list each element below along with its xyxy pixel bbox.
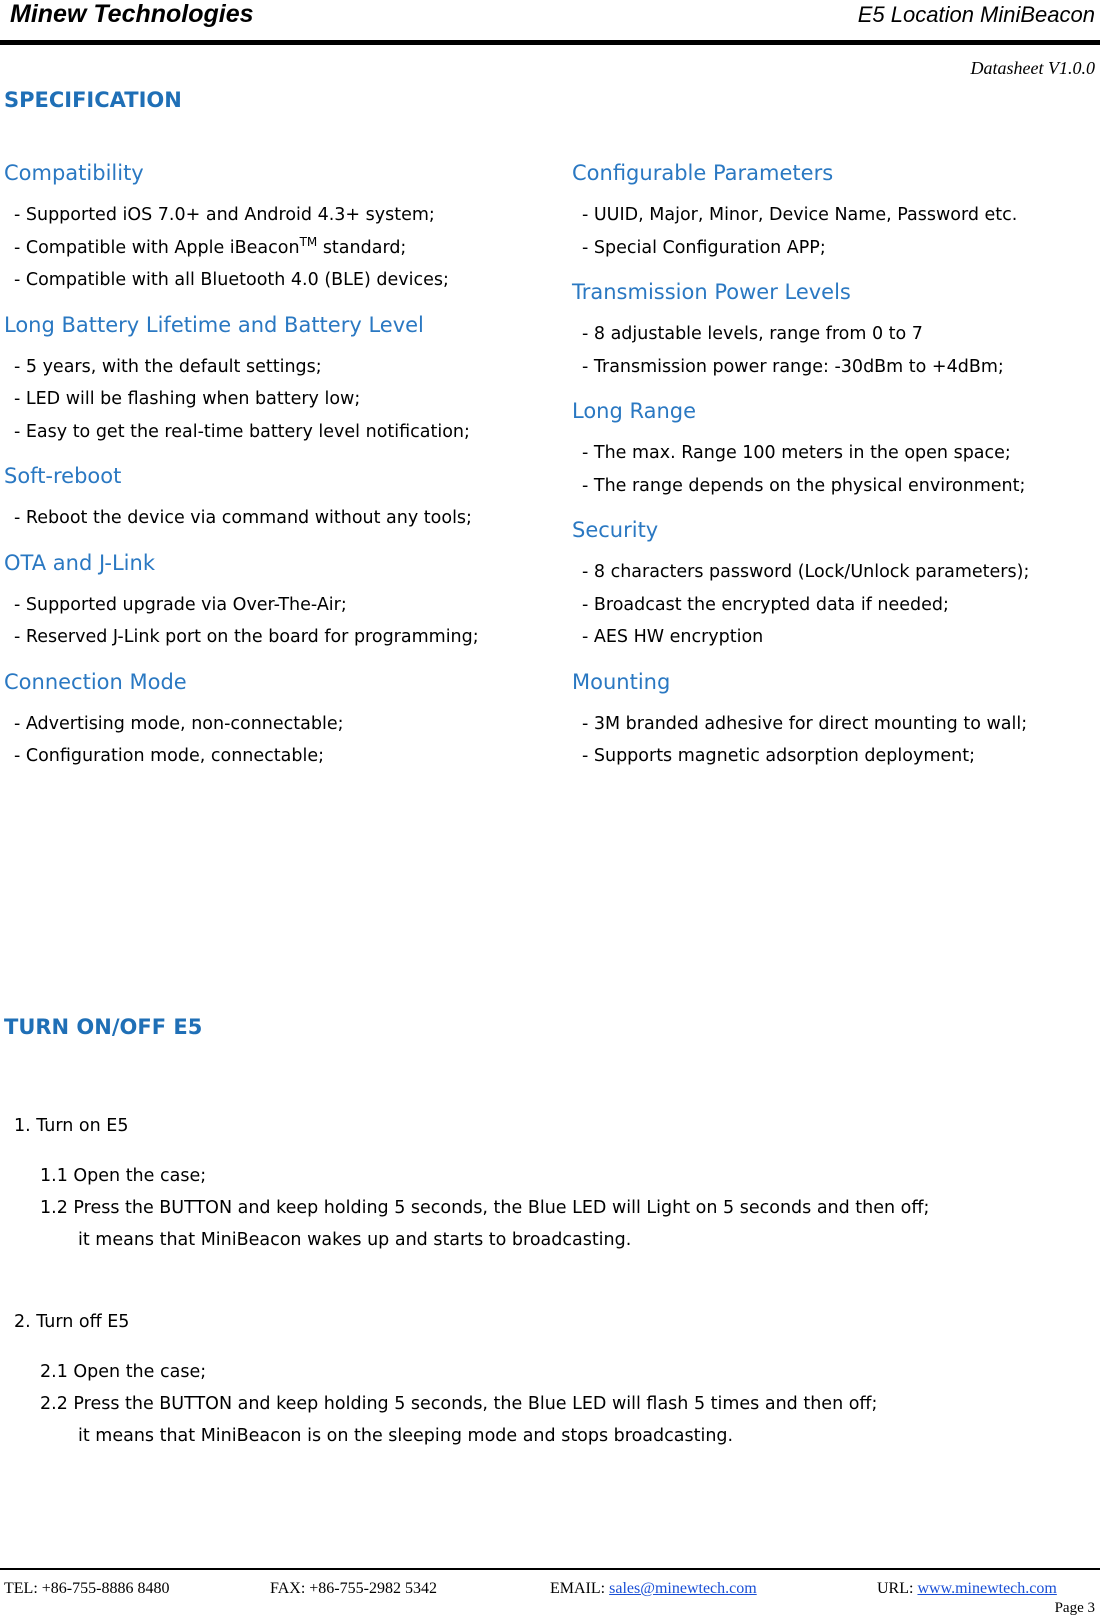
spec-item: - UUID, Major, Minor, Device Name, Password etc. [582,205,1018,225]
spec-item: - Supported upgrade via Over-The-Air; [14,594,347,615]
spec-item: - AES HW encryption [582,627,764,647]
section-heading: Long Battery Lifetime and Battery Level [4,312,424,337]
section-heading: OTA and J-Link [4,550,155,575]
step-item: 1.1 Open the case; [40,1166,207,1186]
spec-item: - Broadcast the encrypted data if needed; [582,594,949,615]
url-link[interactable]: www.minewtech.com [917,1580,1057,1597]
spec-item: - Easy to get the real-time battery level notification; [14,421,470,442]
spec-section-range [572,395,1109,502]
page-number: Page 3 [1054,1600,1095,1616]
product-name: E5 Location MiniBeacon [857,2,1095,27]
spec-item: - Special Configuration APP; [582,237,826,258]
spec-section-connection [4,666,549,773]
spec-item-text: standard; [317,237,407,258]
spec-item: - Reserved J-Link port on the board for programming; [14,627,479,647]
spec-item: - 5 years, with the default settings; [14,356,322,377]
header-divider [0,40,1100,45]
spec-section-ota [4,547,549,654]
section-heading: Connection Mode [4,669,187,694]
turn-steps [14,1110,929,1452]
spec-section-soft-reboot [4,460,549,535]
spec-item-ibeacon [4,232,549,265]
section-heading: Compatibility [4,161,144,185]
spec-section-battery [4,309,549,449]
spec-item: - LED will be flashing when battery low; [14,389,361,409]
turn-on-title: 1. Turn on E5 [14,1116,129,1136]
spec-item-text: - Compatible with Apple iBeacon [14,237,300,258]
spec-item: - Supported iOS 7.0+ and Android 4.3+ system; [14,205,435,225]
section-heading: Long Range [572,399,697,423]
trademark-sup: TM [299,234,318,249]
step-item: it means that MiniBeacon wakes up and starts to broadcasting. [78,1230,632,1250]
spec-item: - The range depends on the physical environment; [582,475,1026,496]
spec-right-column [572,157,1109,785]
company-name: Minew Technologies [10,0,254,28]
step-item: 2.2 Press the BUTTON and keep holding 5 seconds, the Blue LED will flash 5 times and then off; [40,1394,878,1414]
datasheet-version: Datasheet V1.0.0 [970,58,1095,78]
spec-section-configurable [572,157,1109,264]
spec-item: - 8 adjustable levels, range from 0 to 7 [582,324,923,344]
step-item: it means that MiniBeacon is on the sleeping mode and stops broadcasting. [78,1426,734,1446]
spec-item: - 3M branded adhesive for direct mounting to wall; [582,713,1028,734]
specification-title: SPECIFICATION [4,88,182,112]
spec-section-compatibility [4,157,549,297]
section-heading: Transmission Power Levels [572,280,851,304]
spec-item: - Supports magnetic adsorption deployment; [582,746,975,766]
section-heading: Configurable Parameters [572,161,834,185]
spec-item: - 8 characters password (Lock/Unlock parameters); [582,562,1030,582]
url-label: URL: [877,1580,918,1597]
spec-section-security [572,514,1109,654]
turn-off-title: 2. Turn off E5 [14,1312,130,1332]
footer-divider [0,1568,1100,1570]
footer-tel: TEL: +86-755-8886 8480 [4,1580,170,1597]
step-item: 2.1 Open the case; [40,1362,207,1382]
footer-fax: FAX: +86-755-2982 5342 [270,1580,437,1597]
section-heading: Soft-reboot [4,464,122,488]
spec-item: - The max. Range 100 meters in the open space; [582,443,1011,463]
spec-item: - Configuration mode, connectable; [14,746,324,766]
email-label: EMAIL: [550,1580,610,1597]
spec-left-column [4,157,549,785]
footer-url [877,1580,1057,1598]
section-heading: Security [572,518,659,542]
spec-item: - Advertising mode, non-connectable; [14,713,344,734]
email-link[interactable]: sales@minewtech.com [609,1580,757,1597]
section-heading: Mounting [572,669,671,694]
footer-email [550,1580,757,1598]
spec-item: - Reboot the device via command without any tools; [14,508,472,528]
spec-item: - Transmission power range: -30dBm to +4dBm; [582,356,1004,377]
step-item: 1.2 Press the BUTTON and keep holding 5 seconds, the Blue LED will Light on 5 seconds and then off; [40,1198,930,1218]
spec-item: - Compatible with all Bluetooth 4.0 (BLE) devices; [14,270,449,290]
turn-on-off-title: TURN ON/OFF E5 [4,1015,203,1039]
spec-section-power [572,276,1109,383]
spec-section-mounting [572,666,1109,773]
